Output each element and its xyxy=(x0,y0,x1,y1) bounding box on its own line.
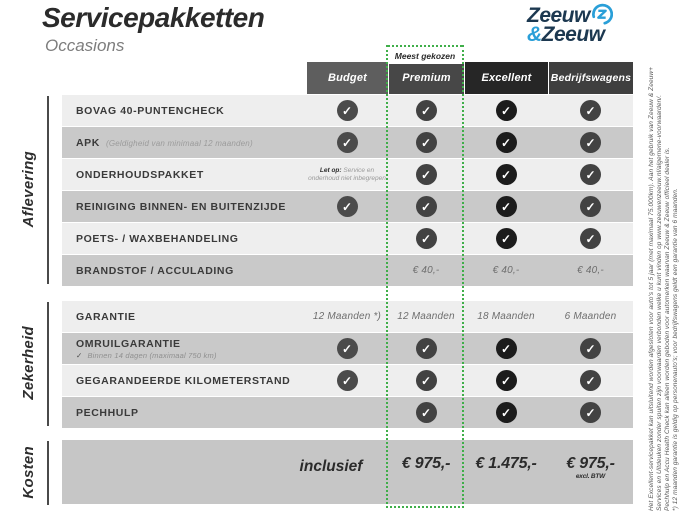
table-row xyxy=(62,365,633,397)
cell-check xyxy=(464,95,548,126)
cell-value: € 40,- xyxy=(492,265,520,276)
table-row xyxy=(62,223,633,255)
column-header-premium: Premium xyxy=(388,62,464,94)
cell-value: 6 Maanden xyxy=(564,311,617,322)
checkmark-icon: ✓ xyxy=(416,196,437,217)
checkmark-icon: ✓ xyxy=(496,164,517,185)
cell-check xyxy=(464,159,548,190)
checkmark-icon: ✓ xyxy=(416,402,437,423)
cell-check xyxy=(548,159,633,190)
row-label: REINIGING BINNEN- EN BUITENZIJDE xyxy=(76,200,286,213)
section-label-zekerheid: Zekerheid xyxy=(19,326,37,400)
cell-check xyxy=(548,191,633,222)
meest-gekozen-badge: Meest gekozen xyxy=(388,45,462,64)
checkmark-icon: ✓ xyxy=(337,132,358,153)
checkmark-icon: ✓ xyxy=(337,370,358,391)
row-label: BOVAG 40-PUNTENCHECK xyxy=(76,104,225,117)
section-divider-line xyxy=(47,441,49,505)
cell-check xyxy=(306,191,388,222)
cell-empty xyxy=(306,397,388,428)
logo-line-1 xyxy=(527,5,657,25)
cell-value: € 40,- xyxy=(577,265,604,276)
footnotes xyxy=(648,59,680,511)
checkmark-icon: ✓ xyxy=(496,100,517,121)
cell-check xyxy=(306,95,388,126)
kosten-inclusief-label: inclusief xyxy=(299,458,363,475)
cell-value: 12 Maanden xyxy=(397,311,455,322)
cell-check xyxy=(388,397,464,428)
kosten-band xyxy=(62,440,633,504)
table-row xyxy=(62,397,633,429)
checkmark-icon: ✓ xyxy=(337,338,358,359)
checkmark-icon: ✓ xyxy=(580,196,601,217)
cell-check xyxy=(388,127,464,158)
checkmark-icon: ✓ xyxy=(496,132,517,153)
checkmark-icon: ✓ xyxy=(580,228,601,249)
section-divider-line xyxy=(47,96,49,284)
cell-check xyxy=(548,95,633,126)
cell-check xyxy=(306,365,388,396)
footnote-line: *) 12 maanden garantie is geldig op personenauto's; voor bedrijfswagens geldt een garantie van 6 maanden. xyxy=(672,188,679,511)
section-label-aflevering: Aflevering xyxy=(19,150,37,228)
checkmark-icon: ✓ xyxy=(416,228,437,249)
checkmark-icon: ✓ xyxy=(580,164,601,185)
column-header-excellent: Excellent xyxy=(464,62,548,94)
column-header-budget: Budget xyxy=(306,62,388,94)
checkmark-icon: ✓ xyxy=(496,196,517,217)
page-title: Servicepakketten xyxy=(42,2,265,33)
table-row xyxy=(62,191,633,223)
footnote-line: Pechhulp en Accu Health Check kan alleen worden geboden voor automerken waarvan Zeeuw & Zeeuw officieel dealer is. xyxy=(664,147,671,511)
cell-check xyxy=(464,365,548,396)
footnote-line: Services en Uitdeuken zonder spuiten zijn voorwaarden verbonden welke u kunt vinden op www.zeeuwenzeeuw.nl/algemene-voorwaarden/. xyxy=(656,94,663,511)
column-header-bedrijfswagens: Bedrijfswagens xyxy=(548,62,633,94)
price-bedrijfswagens: € 975,- excl. BTW xyxy=(548,455,633,480)
row-label: GEGARANDEERDE KILOMETERSTAND xyxy=(76,374,291,387)
price-note: excl. BTW xyxy=(575,473,606,480)
checkmark-icon: ✓ xyxy=(416,132,437,153)
row-label: PECHHULP xyxy=(76,406,139,419)
row-label: POETS- / WAXBEHANDELING xyxy=(76,232,239,245)
z-swoosh-icon xyxy=(591,3,613,25)
price-premium: € 975,- xyxy=(401,455,451,472)
checkmark-icon: ✓ xyxy=(580,100,601,121)
checkmark-icon: ✓ xyxy=(580,402,601,423)
checkmark-icon: ✓ xyxy=(337,100,358,121)
cell-check xyxy=(388,191,464,222)
row-label: BRANDSTOF / ACCULADING xyxy=(76,264,234,277)
price-excellent: € 1.475,- xyxy=(475,455,537,472)
row-label: ONDERHOUDSPAKKET xyxy=(76,168,204,181)
cell-check xyxy=(388,365,464,396)
cell-check xyxy=(388,333,464,364)
cell-check xyxy=(464,223,548,254)
cell-value: 12 Maanden *) xyxy=(312,311,382,322)
checkmark-icon: ✓ xyxy=(496,402,517,423)
checkmark-icon: ✓ xyxy=(580,132,601,153)
page-subtitle: Occasions xyxy=(45,36,125,55)
checkmark-icon: ✓ xyxy=(496,338,517,359)
cell-check xyxy=(548,127,633,158)
table-row xyxy=(62,333,633,365)
row-label: APK (Geldigheid van minimaal 12 maanden) xyxy=(76,136,253,149)
cell-value: 18 Maanden xyxy=(477,311,535,322)
cell-check xyxy=(464,191,548,222)
cell-check xyxy=(548,333,633,364)
table-row xyxy=(62,301,633,333)
section-divider-line xyxy=(47,302,49,426)
cell-check xyxy=(464,333,548,364)
row-label: GARANTIE xyxy=(76,310,136,323)
cell-empty xyxy=(306,223,388,254)
checkmark-icon: ✓ xyxy=(416,100,437,121)
cell-check xyxy=(548,365,633,396)
logo-ampersand: & xyxy=(527,23,542,46)
cell-check xyxy=(464,127,548,158)
cell-check xyxy=(388,223,464,254)
cell-check xyxy=(548,223,633,254)
logo-word-2: Zeeuw xyxy=(541,23,605,46)
table-row xyxy=(62,127,633,159)
logo-line-2 xyxy=(527,25,657,44)
footnote-line: Het Excellent-servicepakket kan uitsluitend worden afgesloten voor auto's tot 5 jaar (met maximaal 75.000km). Aan het gebruik van Zeeuw & Zeeuw+ xyxy=(648,66,655,511)
zeeuw-en-zeeuw-logo xyxy=(527,5,657,44)
cell-check xyxy=(548,397,633,428)
row-label: OMRUILGARANTIE ✓ Binnen 14 dagen (maximaal 750 km) xyxy=(76,337,217,360)
table-row xyxy=(62,255,633,287)
logo-word-1: Zeeuw xyxy=(527,3,590,27)
checkmark-icon: ✓ xyxy=(580,370,601,391)
cell-value: € 40,- xyxy=(412,265,440,276)
checkmark-icon: ✓ xyxy=(416,370,437,391)
checkmark-icon: ✓ xyxy=(496,370,517,391)
section-label-kosten: Kosten xyxy=(19,445,37,499)
cell-check xyxy=(388,159,464,190)
cell-note: Let op: Service en onderhoud niet inbegrepen xyxy=(308,166,386,182)
checkmark-icon: ✓ xyxy=(496,228,517,249)
cell-check xyxy=(306,333,388,364)
checkmark-icon: ✓ xyxy=(416,164,437,185)
table-row xyxy=(62,159,633,191)
cell-check xyxy=(464,397,548,428)
checkmark-icon: ✓ xyxy=(337,196,358,217)
checkmark-icon: ✓ xyxy=(416,338,437,359)
table-row xyxy=(62,95,633,127)
cell-check xyxy=(306,127,388,158)
checkmark-icon: ✓ xyxy=(580,338,601,359)
cell-empty xyxy=(306,255,388,286)
cell-check xyxy=(388,95,464,126)
